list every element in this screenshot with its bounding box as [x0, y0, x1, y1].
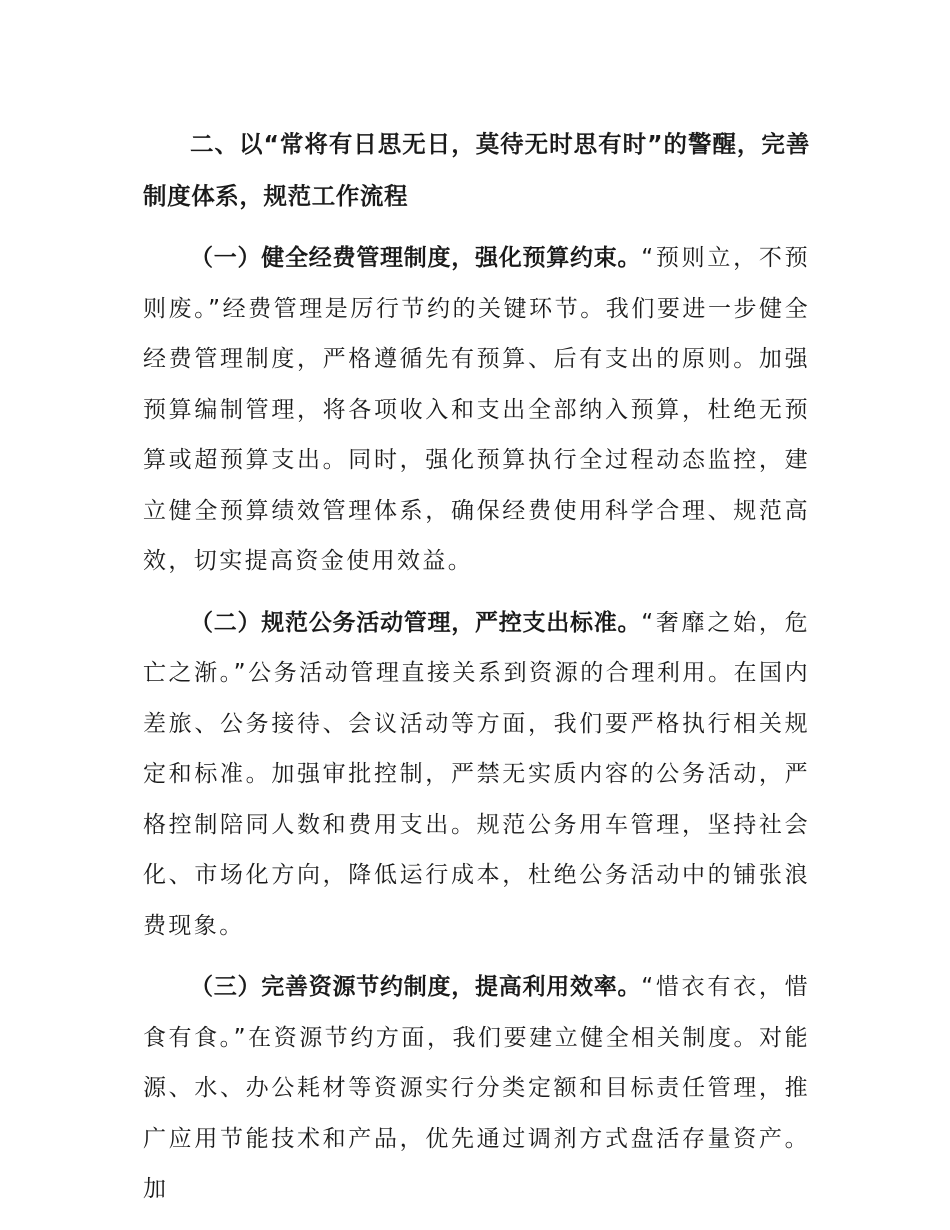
document-page: [143, 118, 810, 1226]
body-official-activities: “奢靡之始，危亡之渐。”公务活动管理直接关系到资源的合理利用。在国内差旅、公务接待、会议活动等方面，我们要严格执行相关规定和标准。加强审批控制，严禁无实质内容的公务活动，严格控制陪同人数和费用支出。规范公务用车管理，坚持社会化、市场化方向，降低运行成本，杜绝公务活动中的铺张浪费现象。: [143, 609, 811, 939]
subheading-official-activities: （二）规范公务活动管理，严控支出标准。: [190, 609, 642, 636]
body-resource-saving: “惜衣有衣，惜食有食。”在资源节约方面，我们要建立健全相关制度。对能源、水、办公耗材等资源实行分类定额和目标责任管理，推广应用节能技术和产品，优先通过调剂方式盘活存量资产。加: [143, 974, 811, 1202]
subheading-resource-saving: （三）完善资源节约制度，提高利用效率。: [190, 974, 642, 1000]
paragraph-budget: [143, 233, 810, 587]
paragraph-resource-saving: [143, 962, 810, 1215]
paragraph-official-activities: [143, 598, 810, 952]
body-budget: “预则立，不预则废。”经费管理是厉行节约的关键环节。我们要进一步健全经费管理制度，严格遵循先有预算、后有支出的原则。加强预算编制管理，将各项收入和支出全部纳入预算，杜绝无预算或超预算支出。同时，强化预算执行全过程动态监控，建立健全预算绩效管理体系，确保经费使用科学合理、规范高效，切实提高资金使用效益。: [143, 245, 811, 574]
subheading-budget: （一）健全经费管理制度，强化预算约束。: [190, 245, 642, 271]
section-heading: 二、以“常将有日思无日，莫待无时思有时”的警醒，完善制度体系，规范工作流程: [143, 130, 810, 210]
